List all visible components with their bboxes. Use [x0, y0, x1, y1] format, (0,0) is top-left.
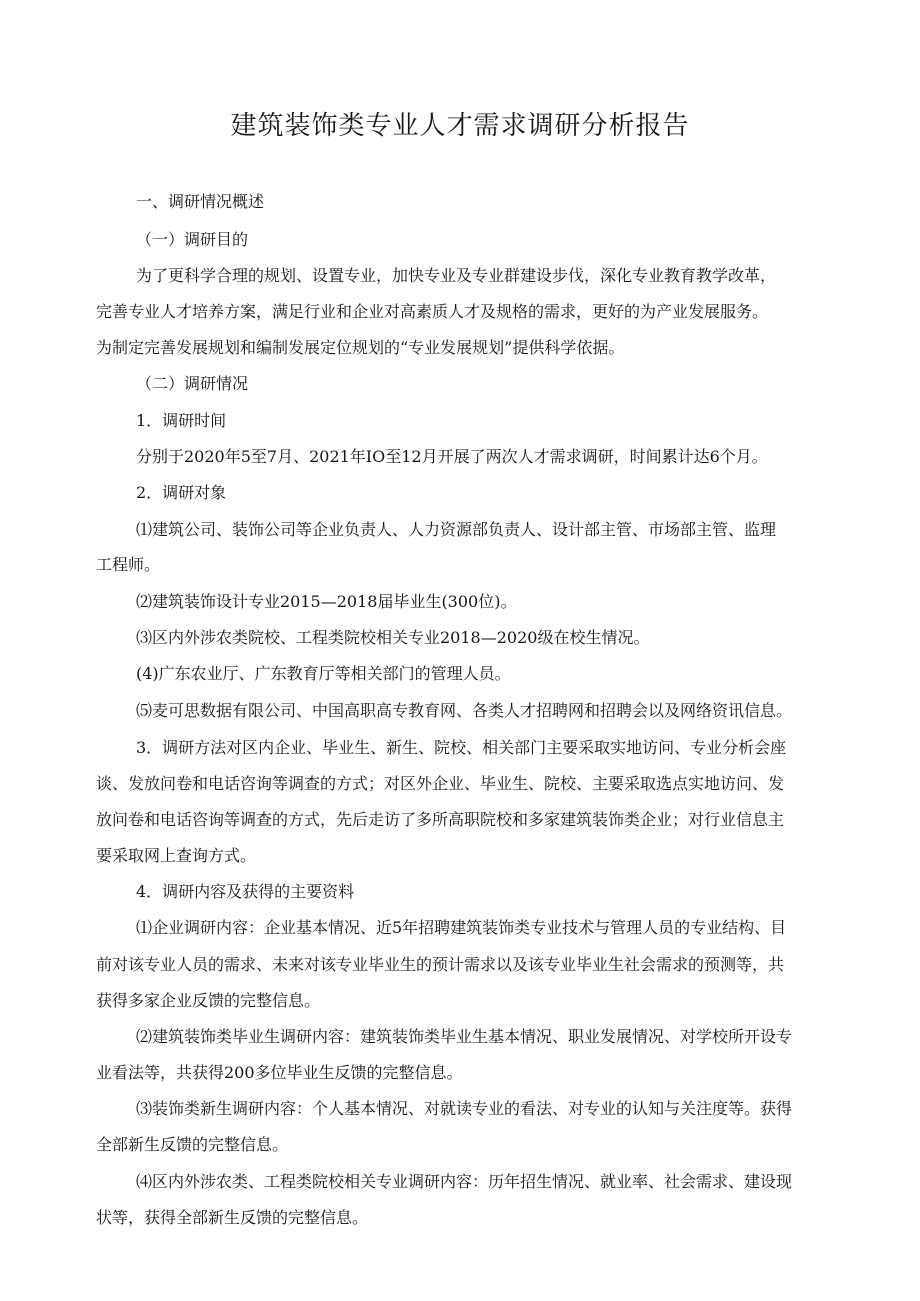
paragraph-line: 状等，获得全部新生反馈的完整信息。 — [96, 1208, 369, 1227]
paragraph-line: 3．调研方法对区内企业、毕业生、新生、院校、相关部门主要采取实地访问、专业分析会座 — [136, 738, 787, 757]
paragraph-line: ⑸麦可思数据有限公司、中国高职高专教育网、各类人才招聘网和招聘会以及网络资讯信息。 — [136, 701, 793, 720]
paragraph-line: ⑴建筑公司、装饰公司等企业负责人、人力资源部负责人、设计部主管、市场部主管、监理 — [136, 520, 777, 539]
item-heading: 2．调研对象 — [136, 483, 227, 502]
item-heading: 1．调研时间 — [136, 411, 227, 430]
subsection-heading-2: （二）调研情况 — [136, 374, 249, 393]
paragraph-line: 放问卷和电话咨询等调查的方式，先后走访了多所高职院校和多家建筑装饰类企业；对行业信息主 — [96, 810, 785, 829]
paragraph-line: ⑴企业调研内容：企业基本情况、近5年招聘建筑装饰类专业技术与管理人员的专业结构、目 — [136, 918, 787, 937]
paragraph-line: 全部新生反馈的完整信息。 — [96, 1135, 289, 1154]
paragraph-line: 为了更科学合理的规划、设置专业，加快专业及专业群建设步伐，深化专业教育教学改革， — [136, 266, 777, 285]
paragraph-line: ⑵建筑装饰类毕业生调研内容：建筑装饰类毕业生基本情况、职业发展情况、对学校所开设专 — [136, 1027, 793, 1046]
paragraph-line: ⑶装饰类新生调研内容：个人基本情况、对就读专业的看法、对专业的认知与关注度等。获得 — [136, 1099, 793, 1118]
paragraph-line: ⑶区内外涉农类院校、工程类院校相关专业2018—2020级在校生情况。 — [136, 628, 650, 647]
item-heading: 4．调研内容及获得的主要资料 — [136, 882, 355, 901]
subsection-heading-1: （一）调研目的 — [136, 230, 249, 249]
paragraph-line: 前对该专业人员的需求、未来对该专业毕业生的预计需求以及该专业毕业生社会需求的预测等，共 — [96, 955, 785, 974]
paragraph-line: 分别于2020年5至7月、2021年IO至12月开展了两次人才需求调研，时间累计达6个月。 — [136, 447, 768, 466]
paragraph-line: 谈、发放问卷和电话咨询等调查的方式；对区外企业、毕业生、院校、主要采取选点实地访问、发 — [96, 774, 785, 793]
paragraph-line: (4)广东农业厅、广东教育厅等相关部门的管理人员。 — [136, 664, 511, 683]
document-title: 建筑装饰类专业人才需求调研分析报告 — [230, 111, 690, 141]
paragraph-line: ⑵建筑装饰设计专业2015—2018届毕业生(300位)。 — [136, 592, 517, 611]
paragraph-line: 为制定完善发展规划和编制发展定位规划的“专业发展规划”提供科学依据。 — [96, 338, 625, 357]
paragraph-line: 业看法等，共获得200多位毕业生反馈的完整信息。 — [96, 1063, 463, 1082]
paragraph-line: ⑷区内外涉农类、工程类院校相关专业调研内容：历年招生情况、就业率、社会需求、建设现 — [136, 1172, 793, 1191]
paragraph-line: 要采取网上查询方式。 — [96, 846, 257, 865]
paragraph-line: 获得多家企业反馈的完整信息。 — [96, 991, 321, 1010]
paragraph-line: 工程师。 — [96, 555, 161, 574]
section-heading-1: 一、调研情况概述 — [136, 192, 265, 211]
paragraph-line: 完善专业人才培养方案，满足行业和企业对高素质人才及规格的需求，更好的为产业发展服务。 — [96, 302, 769, 321]
